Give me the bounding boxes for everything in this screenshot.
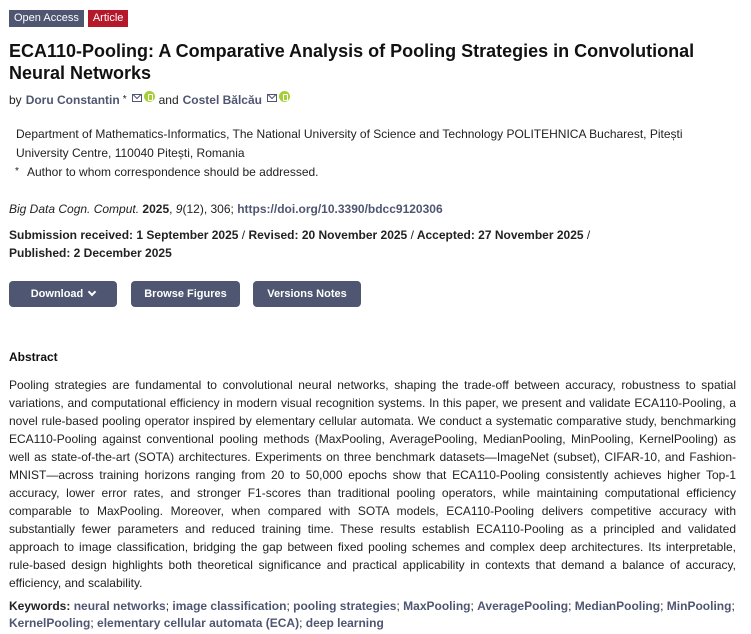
date-accepted: Accepted: 27 November 2025 [416, 228, 584, 242]
keyword-link[interactable]: elementary cellular automata (ECA) [97, 616, 300, 630]
keyword-link[interactable]: MedianPooling [574, 599, 661, 613]
browse-figures-button[interactable]: Browse Figures [131, 281, 240, 307]
abstract-text: Pooling strategies are fundamental to convolutional neural networks, shaping the trade-off between accuracy, robustness to spatial variations, and computational efficiency in modern visual recognition systems. In this paper, we present and validate ECA110-Pooling, a novel rule-based pooling operator inspired by elementary cellular automata. We conduct a systematic comparative study, benchmarking ECA110-Pooling against conventional pooling methods (MaxPooling, AveragePooling, MedianPooling, MinPooling, KernelPooling) as well as state-of-the-art (SOTA) architectures. Experiments on three benchmark datasets—ImageNet (subset), CIFAR-10, and Fashion-MNIST—across training horizons ranging from 20 to 50,000 epochs show that ECA110-Pooling consistently achieves higher Top-1 accuracy, lower error rates, and stronger F1-scores than traditional pooling operators, while maintaining computational efficiency comparable to MaxPooling. Moreover, when compared with SOTA models, ECA110-Pooling delivers competitive accuracy with substantially fewer parameters and reduced training time. These results establish ECA110-Pooling as a principled and validated approach to image classification, bridging the gap between fixed pooling schemes and complex deep architectures. Its interpretable, rule-based design highlights both theoretical significance and practical applicability in contexts that demand a balance of accuracy, efficiency, and scalability. [9, 378, 736, 590]
correspondence-mark: * [15, 166, 19, 177]
orcid-icon[interactable] [279, 91, 290, 102]
citation-year: 2025 [142, 202, 170, 216]
by-label: by [9, 93, 22, 107]
citation-issue-pages: (12), 306; [182, 202, 234, 216]
journal-name: Big Data Cogn. Comput. [9, 202, 140, 216]
keyword-link[interactable]: image classification [172, 599, 287, 613]
citation-volume: 9 [175, 202, 183, 216]
doi-link[interactable]: https://doi.org/10.3390/bdcc9120306 [237, 202, 443, 216]
citation: Big Data Cogn. Comput. 2025, 9(12), 306; https://doi.org/10.3390/bdcc9120306 [9, 202, 443, 216]
date-received: Submission received: 1 September 2025 [9, 228, 239, 242]
abstract-heading: Abstract [9, 350, 58, 364]
keyword-link[interactable]: pooling strategies [293, 599, 397, 613]
author-link-doru-constantin[interactable]: Doru Constantin [25, 93, 120, 107]
keyword-link[interactable]: deep learning [305, 616, 384, 630]
email-icon[interactable] [132, 94, 142, 102]
keyword-link[interactable]: AveragePooling [477, 599, 569, 613]
open-access-badge[interactable]: Open Access [9, 10, 84, 27]
article-page [9, 10, 737, 632]
download-label: Download [30, 288, 84, 300]
action-buttons [9, 281, 737, 307]
affiliation: Department of Mathematics-Informatics, The National University of Science and Technology POLITEHNICA Bucharest, Pitești University Centre, 110040 Pitești, Romania [16, 127, 683, 160]
chevron-down-icon [88, 288, 96, 296]
keyword-link[interactable]: neural networks [73, 599, 166, 613]
correspondence-text: Author to whom correspondence should be addressed. [27, 165, 319, 179]
keyword-link[interactable]: KernelPooling [9, 616, 91, 630]
article-title: ECA110-Pooling: A Comparative Analysis of Pooling Strategies in Convolutional Neural Networks [9, 41, 695, 83]
publication-dates: Submission received: 1 September 2025 / Revised: 20 November 2025 / Accepted: 27 November 2025 / Published: 2 December 2025 [9, 228, 591, 260]
author-line [9, 92, 737, 108]
orcid-icon[interactable] [144, 91, 155, 102]
keywords: Keywords: neural networks; image classification; pooling strategies; MaxPooling; AveragePooling; MedianPooling; MinPooling; KernelPooling; elementary cellular automata (ECA); deep learning [9, 599, 735, 630]
keyword-link[interactable]: MinPooling [666, 599, 732, 613]
correspondence-note [15, 163, 737, 181]
email-icon[interactable] [267, 94, 277, 102]
date-published: Published: 2 December 2025 [9, 246, 172, 260]
keywords-label: Keywords: [9, 599, 71, 613]
corresponding-mark: * [122, 94, 127, 105]
author-link-costel-balcau[interactable]: Costel Bălcău [182, 93, 262, 107]
keyword-link[interactable]: MaxPooling [403, 599, 471, 613]
article-type-badge: Article [88, 10, 129, 27]
download-button[interactable] [9, 281, 117, 307]
versions-notes-button[interactable]: Versions Notes [253, 281, 361, 307]
date-revised: Revised: 20 November 2025 [248, 228, 408, 242]
and-label: and [158, 93, 179, 107]
badge-row [9, 10, 737, 27]
